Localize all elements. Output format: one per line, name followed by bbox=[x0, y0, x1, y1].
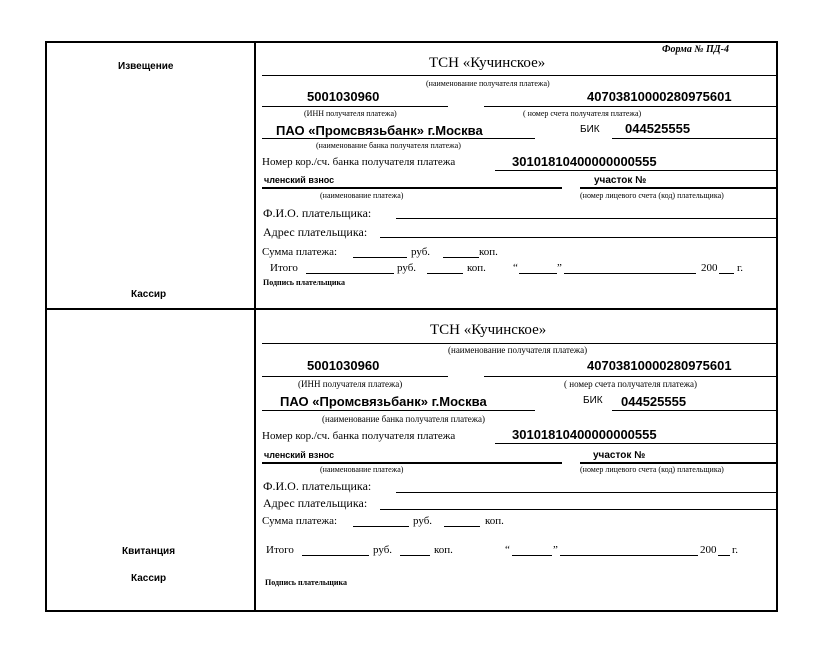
receipt-cashier-label: Кассир bbox=[131, 573, 167, 584]
notice-signature-label: Подпись плательщика bbox=[263, 278, 345, 287]
notice-account-line bbox=[484, 106, 777, 107]
notice-left-title: Извещение bbox=[118, 61, 174, 72]
notice-bik-label: БИК bbox=[580, 124, 600, 135]
receipt-total-rub-field[interactable] bbox=[302, 555, 369, 556]
notice-total-label: Итого bbox=[270, 262, 298, 274]
receipt-bik-label: БИК bbox=[583, 395, 603, 406]
notice-account-caption: ( номер счета получателя платежа) bbox=[523, 109, 642, 118]
receipt-payment-line bbox=[262, 462, 562, 464]
receipt-signature-label: Подпись плательщика bbox=[265, 578, 347, 587]
receipt-recipient-name: ТСН «Кучинское» bbox=[430, 322, 547, 338]
receipt-year-label: 200 bbox=[700, 544, 717, 556]
notice-payment-caption: (наименование платежа) bbox=[320, 191, 404, 200]
vertical-divider bbox=[254, 41, 256, 612]
notice-bik-value: 044525555 bbox=[625, 121, 691, 136]
receipt-payer-address-label: Адрес плательщика: bbox=[263, 496, 368, 510]
receipt-total-kop-label: коп. bbox=[434, 544, 453, 556]
receipt-date-month-field[interactable] bbox=[560, 555, 698, 556]
receipt-plot-line bbox=[580, 462, 776, 464]
receipt-rub-label: руб. bbox=[413, 515, 433, 527]
receipt-date-quote-close: ” bbox=[553, 544, 558, 556]
notice-date-quote-close: ” bbox=[557, 262, 562, 274]
receipt-inn-caption: (ИНН получателя платежа) bbox=[298, 379, 403, 389]
notice-rub-label: руб. bbox=[411, 246, 431, 258]
receipt-total-label: Итого bbox=[266, 544, 294, 556]
notice-date-month-field[interactable] bbox=[564, 273, 696, 274]
notice-inn-caption: (ИНН получателя платежа) bbox=[304, 109, 397, 118]
notice-total-kop-label: коп. bbox=[467, 262, 486, 274]
receipt-sum-kop-field[interactable] bbox=[444, 526, 480, 527]
notice-recipient-line bbox=[262, 75, 777, 76]
receipt-inn-line bbox=[262, 376, 448, 377]
receipt-total-rub-label: руб. bbox=[373, 544, 393, 556]
notice-payer-address-label: Адрес плательщика: bbox=[263, 225, 368, 239]
receipt-plot-label: участок № bbox=[593, 450, 646, 461]
notice-payer-address-field[interactable] bbox=[380, 237, 776, 238]
notice-total-rub-label: руб. bbox=[397, 262, 417, 274]
receipt-year-suffix: г. bbox=[732, 544, 739, 556]
receipt-bank-caption: (наименование банка получателя платежа) bbox=[322, 414, 485, 424]
notice-bank-caption: (наименование банка получателя платежа) bbox=[316, 141, 461, 150]
receipt-account-caption: ( номер счета получателя платежа) bbox=[564, 379, 697, 389]
receipt-corr-label: Номер кор./сч. банка получателя платежа bbox=[262, 430, 456, 442]
receipt-date-quote-open: “ bbox=[505, 544, 510, 556]
notice-year-field[interactable] bbox=[719, 273, 734, 274]
notice-bik-line bbox=[612, 138, 776, 139]
receipt-recipient-line bbox=[262, 343, 777, 344]
receipt-bank-line bbox=[262, 410, 535, 411]
notice-corr-value: 30101810400000000555 bbox=[512, 154, 657, 169]
notice-payer-name-field[interactable] bbox=[396, 218, 776, 219]
receipt-payer-address-field[interactable] bbox=[380, 509, 776, 510]
receipt-bik-line bbox=[612, 410, 776, 411]
receipt-bik-value: 044525555 bbox=[621, 394, 687, 409]
receipt-kop-label: коп. bbox=[485, 515, 504, 527]
notice-plot-line bbox=[580, 187, 776, 189]
notice-inn-value: 5001030960 bbox=[307, 89, 380, 104]
notice-plot-label: участок № bbox=[594, 175, 647, 186]
receipt-account-line bbox=[484, 376, 777, 377]
notice-payment-line bbox=[262, 187, 562, 189]
notice-date-quote-open: “ bbox=[513, 262, 518, 274]
notice-total-rub-field[interactable] bbox=[306, 273, 394, 274]
notice-corr-label: Номер кор./сч. банка получателя платежа bbox=[262, 156, 456, 168]
receipt-recipient-caption: (наименование получателя платежа) bbox=[448, 345, 588, 355]
notice-payer-name-label: Ф.И.О. плательщика: bbox=[263, 206, 372, 220]
notice-year-label: 200 bbox=[701, 262, 718, 274]
receipt-payer-name-field[interactable] bbox=[396, 492, 776, 493]
receipt-sum-rub-field[interactable] bbox=[353, 526, 409, 527]
notice-total-kop-field[interactable] bbox=[427, 273, 463, 274]
horizontal-divider bbox=[45, 308, 778, 310]
receipt-total-kop-field[interactable] bbox=[400, 555, 430, 556]
receipt-account-value: 40703810000280975601 bbox=[587, 358, 732, 373]
notice-bank-line bbox=[262, 138, 535, 139]
receipt-corr-line bbox=[495, 443, 777, 444]
receipt-payer-name-label: Ф.И.О. плательщика: bbox=[263, 479, 372, 493]
notice-account-value: 40703810000280975601 bbox=[587, 89, 732, 104]
notice-kop-label: коп. bbox=[479, 246, 498, 258]
receipt-bank-name: ПАО «Промсвязьбанк» г.Москва bbox=[280, 394, 487, 409]
notice-year-suffix: г. bbox=[737, 262, 744, 274]
receipt-personal-account-caption: (номер лицевого счета (код) плательщика) bbox=[580, 465, 724, 474]
notice-corr-line bbox=[495, 170, 777, 171]
receipt-sum-label: Сумма платежа: bbox=[262, 515, 338, 527]
notice-recipient-name: ТСН «Кучинское» bbox=[429, 55, 546, 71]
notice-sum-rub-field[interactable] bbox=[353, 257, 407, 258]
notice-date-day-field[interactable] bbox=[519, 273, 557, 274]
notice-bank-name: ПАО «Промсвязьбанк» г.Москва bbox=[276, 123, 483, 138]
notice-sum-label: Сумма платежа: bbox=[262, 246, 338, 258]
notice-sum-kop-field[interactable] bbox=[443, 257, 479, 258]
receipt-payment-caption: (наименование платежа) bbox=[320, 465, 404, 474]
receipt-payment-name: членский взнос bbox=[264, 450, 335, 460]
receipt-left-title: Квитанция bbox=[122, 546, 176, 557]
receipt-year-field[interactable] bbox=[718, 555, 730, 556]
receipt-inn-value: 5001030960 bbox=[307, 358, 380, 373]
notice-cashier-label: Кассир bbox=[131, 289, 167, 300]
notice-personal-account-caption: (номер лицевого счета (код) плательщика) bbox=[580, 191, 724, 200]
receipt-corr-value: 30101810400000000555 bbox=[512, 427, 657, 442]
form-code: Форма № ПД-4 bbox=[662, 44, 729, 55]
notice-payment-name: членский взнос bbox=[264, 175, 335, 185]
notice-recipient-caption: (наименование получателя платежа) bbox=[426, 79, 550, 88]
receipt-date-day-field[interactable] bbox=[512, 555, 552, 556]
notice-inn-line bbox=[262, 106, 448, 107]
